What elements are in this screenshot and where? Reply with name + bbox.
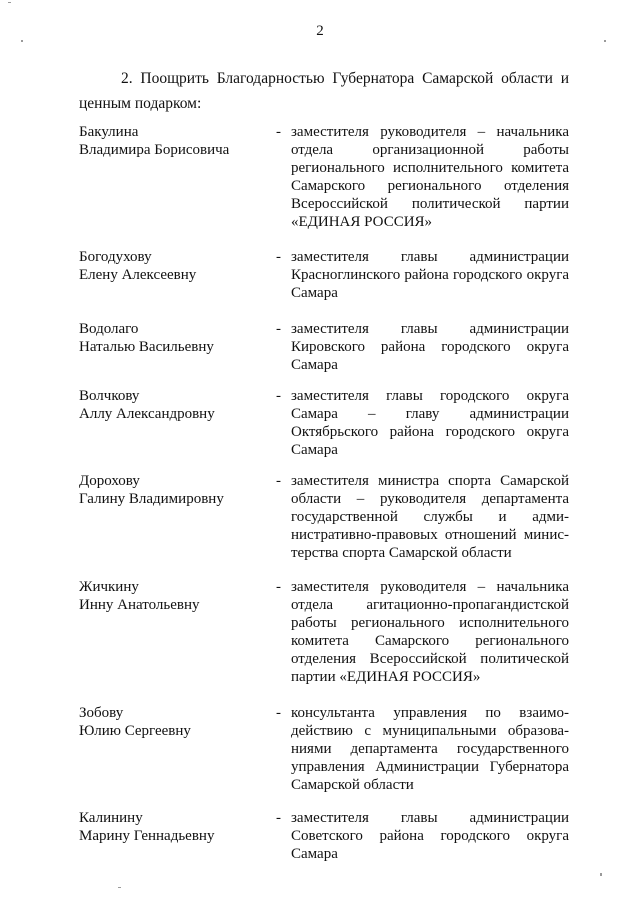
person-position: заместителя главы администрации Советского района городского округа Самара	[291, 810, 569, 862]
intro-paragraph: 2. Поощрить Благодарностью Губернатора Самарской области и	[121, 70, 569, 87]
entry-dash: -	[276, 579, 281, 595]
scan-speck	[600, 873, 602, 876]
entry-dash: -	[276, 249, 281, 265]
entry-dash: -	[276, 473, 281, 489]
person-given-names: Инну Анатольевну	[79, 597, 200, 613]
person-position: заместителя главы городского округа Самара – главу администрации Октябрьского района городского округа Самара	[291, 388, 569, 458]
person-given-names: Владимира Борисовича	[79, 142, 230, 158]
intro-paragraph-end: ценным подарком:	[79, 95, 202, 112]
person-position: заместителя главы администрации Кировского района городского округа Самара	[291, 321, 569, 373]
person-position: заместителя руководителя – начальника отдела агитационно-пропагандистской работы регионального исполнительного комитета Самарского регионального отделения Всероссийской политической партии «ЕДИНАЯ РОССИЯ»	[291, 579, 569, 685]
person-surname: Волчкову	[79, 388, 140, 404]
entry-dash: -	[276, 810, 281, 826]
page-number: 2	[316, 23, 324, 39]
entry-dash: -	[276, 124, 281, 140]
scan-speck	[604, 40, 606, 42]
scan-speck	[21, 40, 23, 42]
person-surname: Дорохову	[79, 473, 140, 489]
entry-dash: -	[276, 705, 281, 721]
person-position: заместителя министра спорта Самарской области – руководителя департамента государственной службы и административно-правовых отношений министерства спорта Самарской области	[291, 473, 569, 561]
person-position: заместителя руководителя – начальника отдела организационной работы регионального исполнительного комитета Самарского регионального отделения Всероссийской политической партии «ЕДИНАЯ РОССИЯ»	[291, 124, 569, 230]
entry-dash: -	[276, 388, 281, 404]
person-position: заместителя главы администрации Красноглинского района городского округа Самара	[291, 249, 569, 301]
person-surname: Бакулина	[79, 124, 139, 140]
person-position: консультанта управления по взаимодействию с муниципальными образованиями департамента государственного управления Администрации Губернатора Самарской области	[291, 705, 569, 793]
scan-speck	[118, 887, 121, 888]
person-given-names: Галину Владимировну	[79, 491, 224, 507]
person-given-names: Марину Геннадьевну	[79, 828, 215, 844]
person-surname: Калинину	[79, 810, 143, 826]
person-surname: Водолаго	[79, 321, 139, 337]
scan-speck	[8, 2, 11, 3]
person-given-names: Наталью Васильевну	[79, 339, 214, 355]
person-surname: Зобову	[79, 705, 124, 721]
person-given-names: Юлию Сергеевну	[79, 723, 191, 739]
person-surname: Жичкину	[79, 579, 139, 595]
person-given-names: Аллу Александровну	[79, 406, 215, 422]
person-given-names: Елену Алексеевну	[79, 267, 197, 283]
person-surname: Богодухову	[79, 249, 152, 265]
entry-dash: -	[276, 321, 281, 337]
